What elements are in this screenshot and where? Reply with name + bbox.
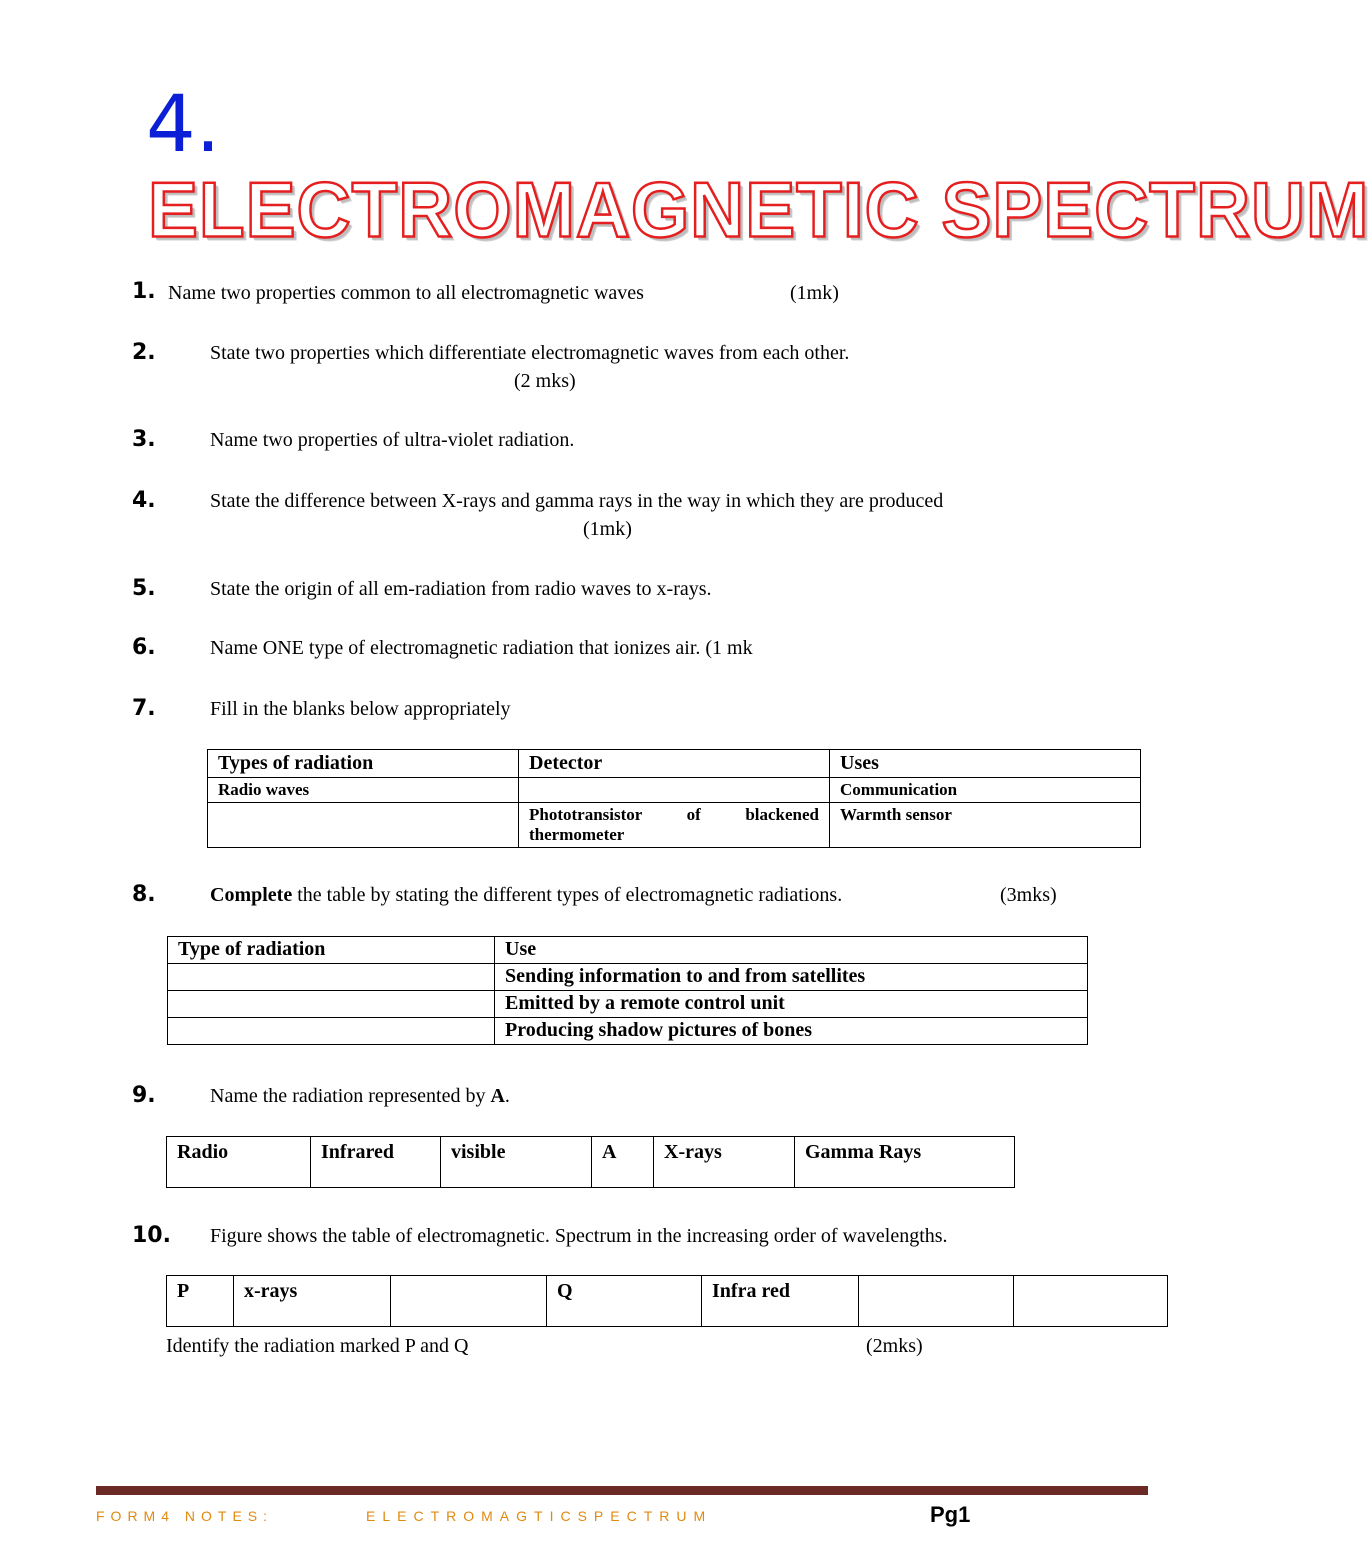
table7-cell: [519, 778, 830, 803]
table9-cell: visible: [441, 1137, 592, 1188]
chapter-title: ELECTROMAGNETIC SPECTRUM: [148, 166, 1369, 254]
footer-left-text: FORM4 NOTES:: [96, 1508, 274, 1524]
table9-cell: Infrared: [311, 1137, 441, 1188]
table9-cell: Radio: [167, 1137, 311, 1188]
question-7-text: Fill in the blanks below appropriately: [210, 698, 511, 720]
question-8-text: [210, 885, 842, 905]
question-1-number: 1.: [132, 279, 156, 304]
question-10-marks: (2mks): [866, 1335, 923, 1357]
question-9-lead: Name the radiation represented by: [210, 1085, 491, 1107]
table8-cell: Sending information to and from satellites: [495, 964, 1088, 991]
question-2-number: 2.: [132, 340, 156, 365]
table7-header-uses: Uses: [830, 750, 1141, 778]
question-8-bold: Complete: [210, 884, 293, 906]
question-1-text: Name two properties common to all electromagnetic waves: [168, 282, 644, 304]
question-9-bold: A: [490, 1085, 505, 1107]
table10-cell: x-rays: [234, 1276, 391, 1327]
question-8-rest: the table by stating the different types of electromagnetic radiations.: [292, 884, 843, 906]
question-10-number: 10.: [132, 1223, 171, 1248]
question-3-text: Name two properties of ultra-violet radiation.: [210, 429, 575, 451]
table8-header-use: Use: [495, 937, 1088, 964]
table8-header-type: Type of radiation: [168, 937, 495, 964]
question-5-number: 5.: [132, 576, 156, 601]
table8-cell: Producing shadow pictures of bones: [495, 1018, 1088, 1045]
question-8-marks: (3mks): [1000, 884, 1057, 906]
table8-cell: [168, 1018, 495, 1045]
radiation-detector-table: [207, 749, 1141, 848]
question-7-number: 7.: [132, 696, 156, 721]
table7-cell: Radio waves: [208, 778, 519, 803]
question-4-text: State the difference between X-rays and gamma rays in the way in which they are produced: [210, 490, 944, 512]
spectrum-table-pq: [166, 1275, 1168, 1327]
table8-cell: Emitted by a remote control unit: [495, 991, 1088, 1018]
question-1-marks: (1mk): [790, 282, 839, 304]
question-9-number: 9.: [132, 1083, 156, 1108]
radiation-uses-table: [167, 936, 1088, 1045]
table7-cell: [208, 803, 519, 848]
question-6-text: Name ONE type of electromagnetic radiation that ionizes air. (1 mk: [210, 637, 753, 659]
question-6-number: 6.: [132, 635, 156, 660]
question-2-text: State two properties which differentiate electromagnetic waves from each other.: [210, 342, 850, 364]
question-9-text: [210, 1086, 510, 1106]
table10-cell: [1014, 1276, 1168, 1327]
table7-header-type: Types of radiation: [208, 750, 519, 778]
table8-cell: [168, 991, 495, 1018]
question-10-followup: Identify the radiation marked P and Q: [166, 1335, 469, 1357]
footer-divider: [96, 1486, 1148, 1495]
table9-cell: A: [592, 1137, 654, 1188]
question-2-marks: (2 mks): [514, 370, 576, 392]
table10-cell: [859, 1276, 1014, 1327]
question-4-marks: (1mk): [583, 518, 632, 540]
question-9-end: .: [504, 1085, 510, 1107]
table10-cell: Infra red: [702, 1276, 859, 1327]
page-number: Pg1: [930, 1502, 971, 1527]
question-3-number: 3.: [132, 427, 156, 452]
table9-cell: Gamma Rays: [795, 1137, 1015, 1188]
table9-cell: X-rays: [654, 1137, 795, 1188]
table7-header-detector: Detector: [519, 750, 830, 778]
chapter-number: 4.: [146, 80, 221, 170]
question-4-number: 4.: [132, 488, 156, 513]
footer-title-text: ELECTROMAGTICSPECTRUM: [366, 1508, 713, 1524]
spectrum-table-a: [166, 1136, 1015, 1188]
table7-cell: Phototransistor of blackened thermometer: [519, 803, 830, 848]
question-5-text: State the origin of all em-radiation from radio waves to x-rays.: [210, 578, 712, 600]
table7-cell: Warmth sensor: [830, 803, 1141, 848]
table10-cell: [391, 1276, 547, 1327]
table10-cell: Q: [547, 1276, 702, 1327]
table7-cell: Communication: [830, 778, 1141, 803]
question-10-text: Figure shows the table of electromagnetic. Spectrum in the increasing order of wavelengths.: [210, 1225, 948, 1247]
table8-cell: [168, 964, 495, 991]
table10-cell: P: [167, 1276, 234, 1327]
question-8-number: 8.: [132, 882, 156, 907]
